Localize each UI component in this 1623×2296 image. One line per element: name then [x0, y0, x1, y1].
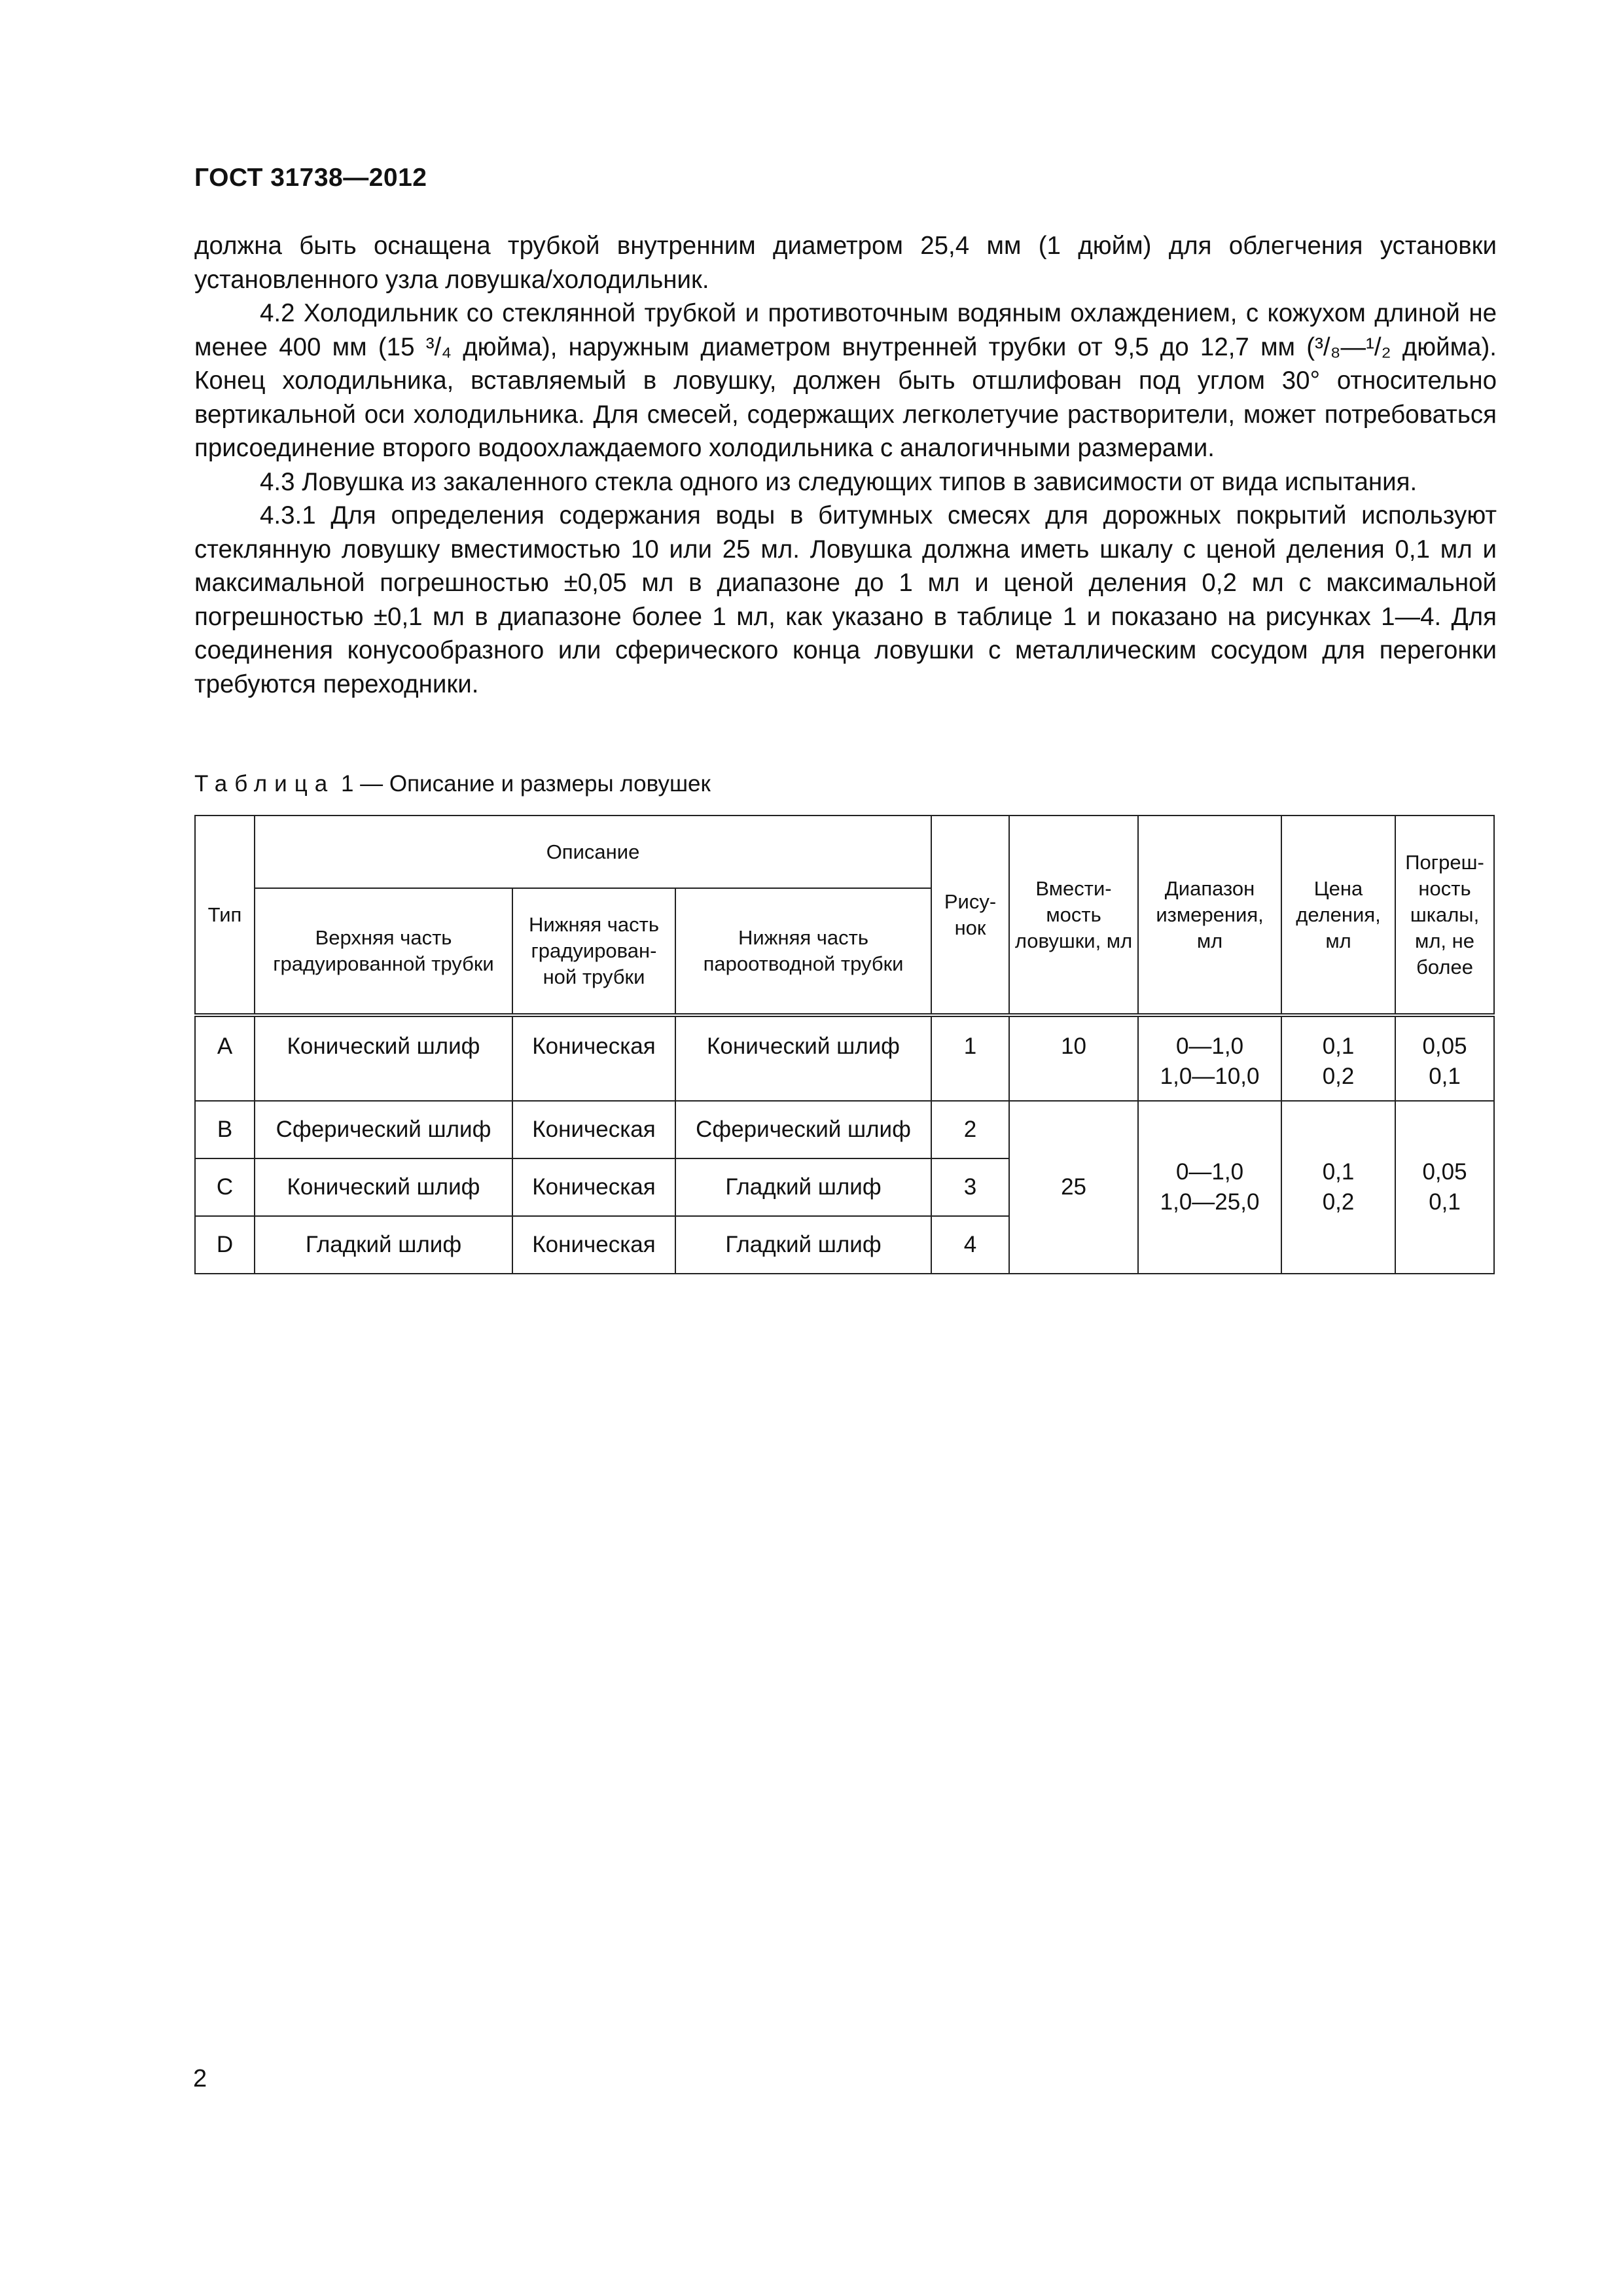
range-low: 0—1,0: [1175, 1159, 1244, 1185]
header-type: Тип: [195, 816, 255, 1015]
error-high: 0,1: [1429, 1064, 1461, 1089]
paragraph-4-2: 4.2 Холодильник со стеклянной трубкой и противоточным водяным охлаждением, с кожухом длиной не менее 400 мм (15 ³/₄ дюйма), наружным диаметром внутренней трубки от 9,5 до 12,7 мм (³/₈—¹/₂ дюйма). Конец холодильника, вставляемый в ловушку, должен быть отшлифован под углом 30° относительно вертикальной оси холодильника. Для смесей, содержащих легколетучие растворители, может потребоваться присоединение второго водоохлаждаемого холодильника с аналогичными размерами.: [194, 299, 1497, 462]
cell-lower: Коническая: [512, 1101, 675, 1158]
document-header: ГОСТ 31738—2012: [194, 164, 427, 192]
cell-upper: Конический шлиф: [255, 1015, 512, 1101]
cell-lower: Коническая: [512, 1216, 675, 1274]
paragraph-4-3: 4.3 Ловушка из закаленного стекла одного из следующих типов в зависимости от вида испытания.: [260, 467, 1418, 496]
table-caption: [194, 771, 711, 797]
cell-lower: Коническая: [512, 1015, 675, 1101]
header-error: Погреш-ность шкалы, мл, не более: [1395, 816, 1494, 1015]
division-high: 0,2: [1322, 1189, 1355, 1215]
body-text: [194, 229, 1497, 701]
error-high: 0,1: [1429, 1189, 1461, 1215]
cell-capacity: 25: [1009, 1101, 1138, 1274]
header-range: Диапазон измерения, мл: [1138, 816, 1281, 1015]
cell-vapor: Конический шлиф: [675, 1015, 931, 1101]
cell-figure: 4: [931, 1216, 1009, 1274]
page-number: 2: [193, 2065, 207, 2092]
cell-vapor: Сферический шлиф: [675, 1101, 931, 1158]
cell-lower: Коническая: [512, 1158, 675, 1216]
header-upper-part: Верхняя часть градуированной трубки: [255, 888, 512, 1015]
cell-capacity: 10: [1009, 1015, 1138, 1101]
cell-upper: Гладкий шлиф: [255, 1216, 512, 1274]
cell-division: [1281, 1015, 1395, 1101]
error-low: 0,05: [1422, 1033, 1467, 1059]
cell-upper: Конический шлиф: [255, 1158, 512, 1216]
cell-type: D: [195, 1216, 255, 1274]
cell-error: [1395, 1015, 1494, 1101]
header-lower-part: Нижняя часть градуирован-ной трубки: [512, 888, 675, 1015]
table-caption-label: Таблица: [194, 771, 335, 797]
cell-range: [1138, 1015, 1281, 1101]
cell-type: B: [195, 1101, 255, 1158]
cell-figure: 3: [931, 1158, 1009, 1216]
header-division: Цена деления, мл: [1281, 816, 1395, 1015]
cell-figure: 1: [931, 1015, 1009, 1101]
cell-range: [1138, 1101, 1281, 1274]
range-high: 1,0—10,0: [1160, 1064, 1260, 1089]
table-row: [195, 1015, 1494, 1101]
cell-figure: 2: [931, 1101, 1009, 1158]
table-row: [195, 1101, 1494, 1158]
division-low: 0,1: [1322, 1033, 1355, 1059]
cell-division: [1281, 1101, 1395, 1274]
header-vapor-part: Нижняя часть пароотводной трубки: [675, 888, 931, 1015]
division-low: 0,1: [1322, 1159, 1355, 1185]
cell-vapor: Гладкий шлиф: [675, 1216, 931, 1274]
cell-vapor: Гладкий шлиф: [675, 1158, 931, 1216]
header-capacity: Вмести-мость ловушки, мл: [1009, 816, 1138, 1015]
cell-type: A: [195, 1015, 255, 1101]
paragraph-continuation: должна быть оснащена трубкой внутренним диаметром 25,4 мм (1 дюйм) для облегчения установки установленного узла ловушка/холодильник.: [194, 232, 1497, 294]
header-description: Описание: [255, 816, 931, 888]
range-high: 1,0—25,0: [1160, 1189, 1260, 1215]
cell-upper: Сферический шлиф: [255, 1101, 512, 1158]
cell-error: [1395, 1101, 1494, 1274]
cell-type: C: [195, 1158, 255, 1216]
table-caption-title: 1 — Описание и размеры ловушек: [334, 771, 711, 797]
header-figure: Рису-нок: [931, 816, 1009, 1015]
range-low: 0—1,0: [1175, 1033, 1244, 1059]
error-low: 0,05: [1422, 1159, 1467, 1185]
paragraph-4-3-1: 4.3.1 Для определения содержания воды в битумных смесях для дорожных покрытий используют стеклянную ловушку вместимостью 10 или 25 мл. Ловушка должна иметь шкалу с ценой деления 0,1 мл и максимальной погрешностью ±0,05 мл в диапазоне до 1 мл и ценой деления 0,2 мл с максимальной погрешностью ±0,1 мл в диапазоне более 1 мл, как указано в таблице 1 и показано на рисунках 1—4. Для соединения конусообразного или сферического конца ловушки с металлическим сосудом для перегонки требуются переходники.: [194, 501, 1497, 698]
traps-table: [194, 815, 1495, 1274]
division-high: 0,2: [1322, 1064, 1355, 1089]
